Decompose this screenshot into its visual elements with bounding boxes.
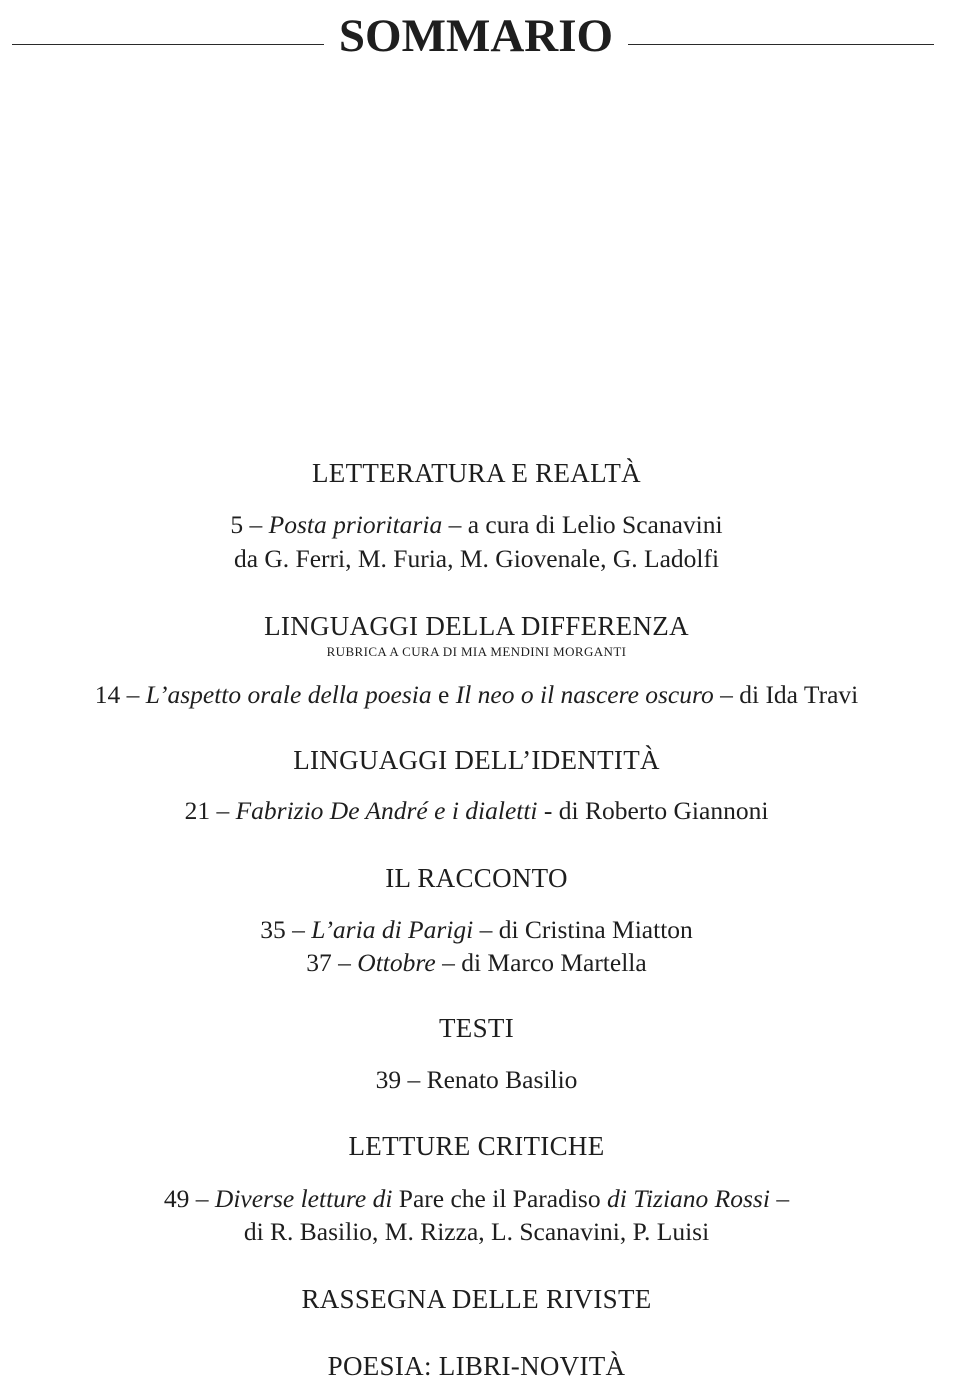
entry-lead: 21 – [184,796,236,825]
entry-title: Diverse letture di [214,1184,393,1213]
toc-entry [0,1183,953,1215]
section-heading: POESIA: LIBRI-NOVITÀ [327,1351,626,1381]
entry-title: Posta prioritaria [268,510,443,539]
entry-title: L’aria di Parigi [311,915,474,944]
section-heading: RASSEGNA DELLE RIVISTE [301,1284,652,1314]
entry-lead: 5 – [230,510,269,539]
toc-entry-authors: da G. Ferri, M. Furia, M. Giovenale, G. Ladolfi [233,544,720,573]
entry-lead: 14 – [94,680,146,709]
entry-lead: 35 – [260,915,312,944]
entry-title: Ottobre [357,948,436,977]
entry-title-2: Il neo o il nascere oscuro [455,680,714,709]
toc-entry [0,914,953,946]
section-heading: IL RACCONTO [385,863,568,893]
entry-mid: Pare che il Paradiso [392,1184,607,1213]
toc-entry: 39 – Renato Basilio [375,1065,578,1094]
section-heading: LETTERATURA E REALTÀ [312,458,641,488]
toc-entry [0,947,953,979]
entry-tail: – di Marco Martella [435,948,647,977]
title-row [0,6,953,66]
entry-tail: – [769,1184,790,1213]
section-heading: LETTURE CRITICHE [348,1131,605,1161]
entry-tail: – di Ida Travi [713,680,859,709]
entry-title-2: di Tiziano Rossi [606,1184,770,1213]
toc-entry [0,679,953,711]
section-heading: LINGUAGGI DELLA DIFFERENZA [264,611,689,641]
section-heading: LINGUAGGI DELL’IDENTITÀ [293,745,660,775]
title-rule-left [12,44,324,45]
entry-lead: 37 – [306,948,358,977]
section-heading: TESTI [439,1013,514,1043]
title-rule-right [628,44,934,45]
toc-entry [0,795,953,827]
section-subheading: RUBRICA A CURA DI MIA MENDINI MORGANTI [326,644,627,659]
page-title: SOMMARIO [338,10,614,62]
entry-title: Fabrizio De André e i dialetti [235,796,538,825]
entry-tail: – a cura di Lelio Scanavini [442,510,723,539]
toc-entry [0,509,953,541]
toc-entry-authors: di R. Basilio, M. Rizza, L. Scanavini, P. Luisi [243,1217,710,1246]
entry-tail: - di Roberto Giannoni [537,796,769,825]
entry-tail: – di Cristina Miatton [473,915,693,944]
entry-title: L’aspetto orale della poesia [145,680,432,709]
entry-lead: 49 – [163,1184,215,1213]
entry-mid: e [431,680,456,709]
